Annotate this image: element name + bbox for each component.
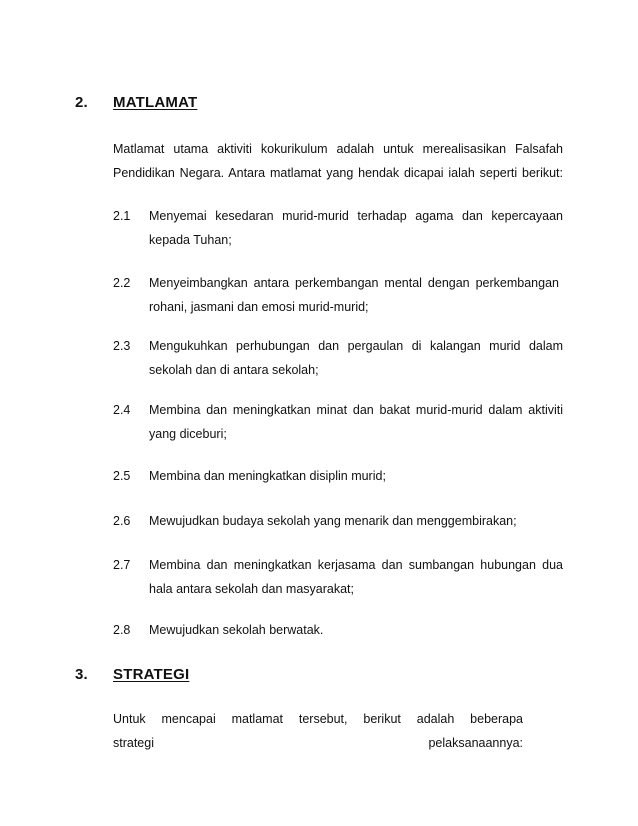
section-intro-paragraph xyxy=(113,137,563,185)
item-text xyxy=(149,271,563,319)
section-heading-matlamat xyxy=(75,94,375,114)
item-line: kepada Tuhan; xyxy=(149,233,232,247)
item-line: Membina dan meningkatkan kerjasama dan sumbangan hubungan dua xyxy=(149,558,563,572)
item-number: 2.6 xyxy=(113,514,131,528)
section-number: 2. xyxy=(75,94,88,111)
paragraph-line: Pendidikan Negara. Antara matlamat yang hendak dicapai ialah seperti berikut: xyxy=(113,166,563,180)
item-text xyxy=(149,509,563,533)
item-number: 2.5 xyxy=(113,469,131,483)
item-line: rohani, jasmani dan emosi murid-murid; xyxy=(149,300,369,314)
item-number: 2.4 xyxy=(113,403,131,417)
item-number: 2.2 xyxy=(113,276,131,290)
item-text xyxy=(149,618,563,642)
section-intro-paragraph xyxy=(113,707,523,755)
item-line: yang diceburi; xyxy=(149,427,227,441)
section-heading-strategi xyxy=(75,666,375,686)
item-text xyxy=(149,553,563,601)
item-line: Menyemai kesedaran murid-murid terhadap agama dan kepercayaan xyxy=(149,209,563,223)
section-number: 3. xyxy=(75,666,88,683)
item-number: 2.3 xyxy=(113,339,131,353)
section-title: STRATEGI xyxy=(113,666,190,683)
item-line: Membina dan meningkatkan disiplin murid; xyxy=(149,469,386,483)
paragraph-line: strategi pelaksanaannya: xyxy=(113,736,523,750)
item-line: Membina dan meningkatkan minat dan bakat murid-murid dalam aktiviti xyxy=(149,403,563,417)
item-text xyxy=(149,464,563,488)
section-title: MATLAMAT xyxy=(113,94,198,111)
item-number: 2.8 xyxy=(113,623,131,637)
item-line: hala antara sekolah dan masyarakat; xyxy=(149,582,354,596)
item-text xyxy=(149,398,563,446)
item-line: Mewujudkan sekolah berwatak. xyxy=(149,623,324,637)
item-line: Menyeimbangkan antara perkembangan mental dengan perkembangan xyxy=(149,276,559,290)
paragraph-line: Untuk mencapai matlamat tersebut, berikut adalah beberapa xyxy=(113,712,523,726)
item-text xyxy=(149,204,563,252)
item-line: Mewujudkan budaya sekolah yang menarik dan menggembirakan; xyxy=(149,514,517,528)
item-number: 2.7 xyxy=(113,558,131,572)
item-line: Mengukuhkan perhubungan dan pergaulan di kalangan murid dalam xyxy=(149,339,563,353)
item-text xyxy=(149,334,563,382)
paragraph-line: Matlamat utama aktiviti kokurikulum adalah untuk merealisasikan Falsafah xyxy=(113,142,563,156)
item-number: 2.1 xyxy=(113,209,131,223)
item-line: sekolah dan di antara sekolah; xyxy=(149,363,319,377)
